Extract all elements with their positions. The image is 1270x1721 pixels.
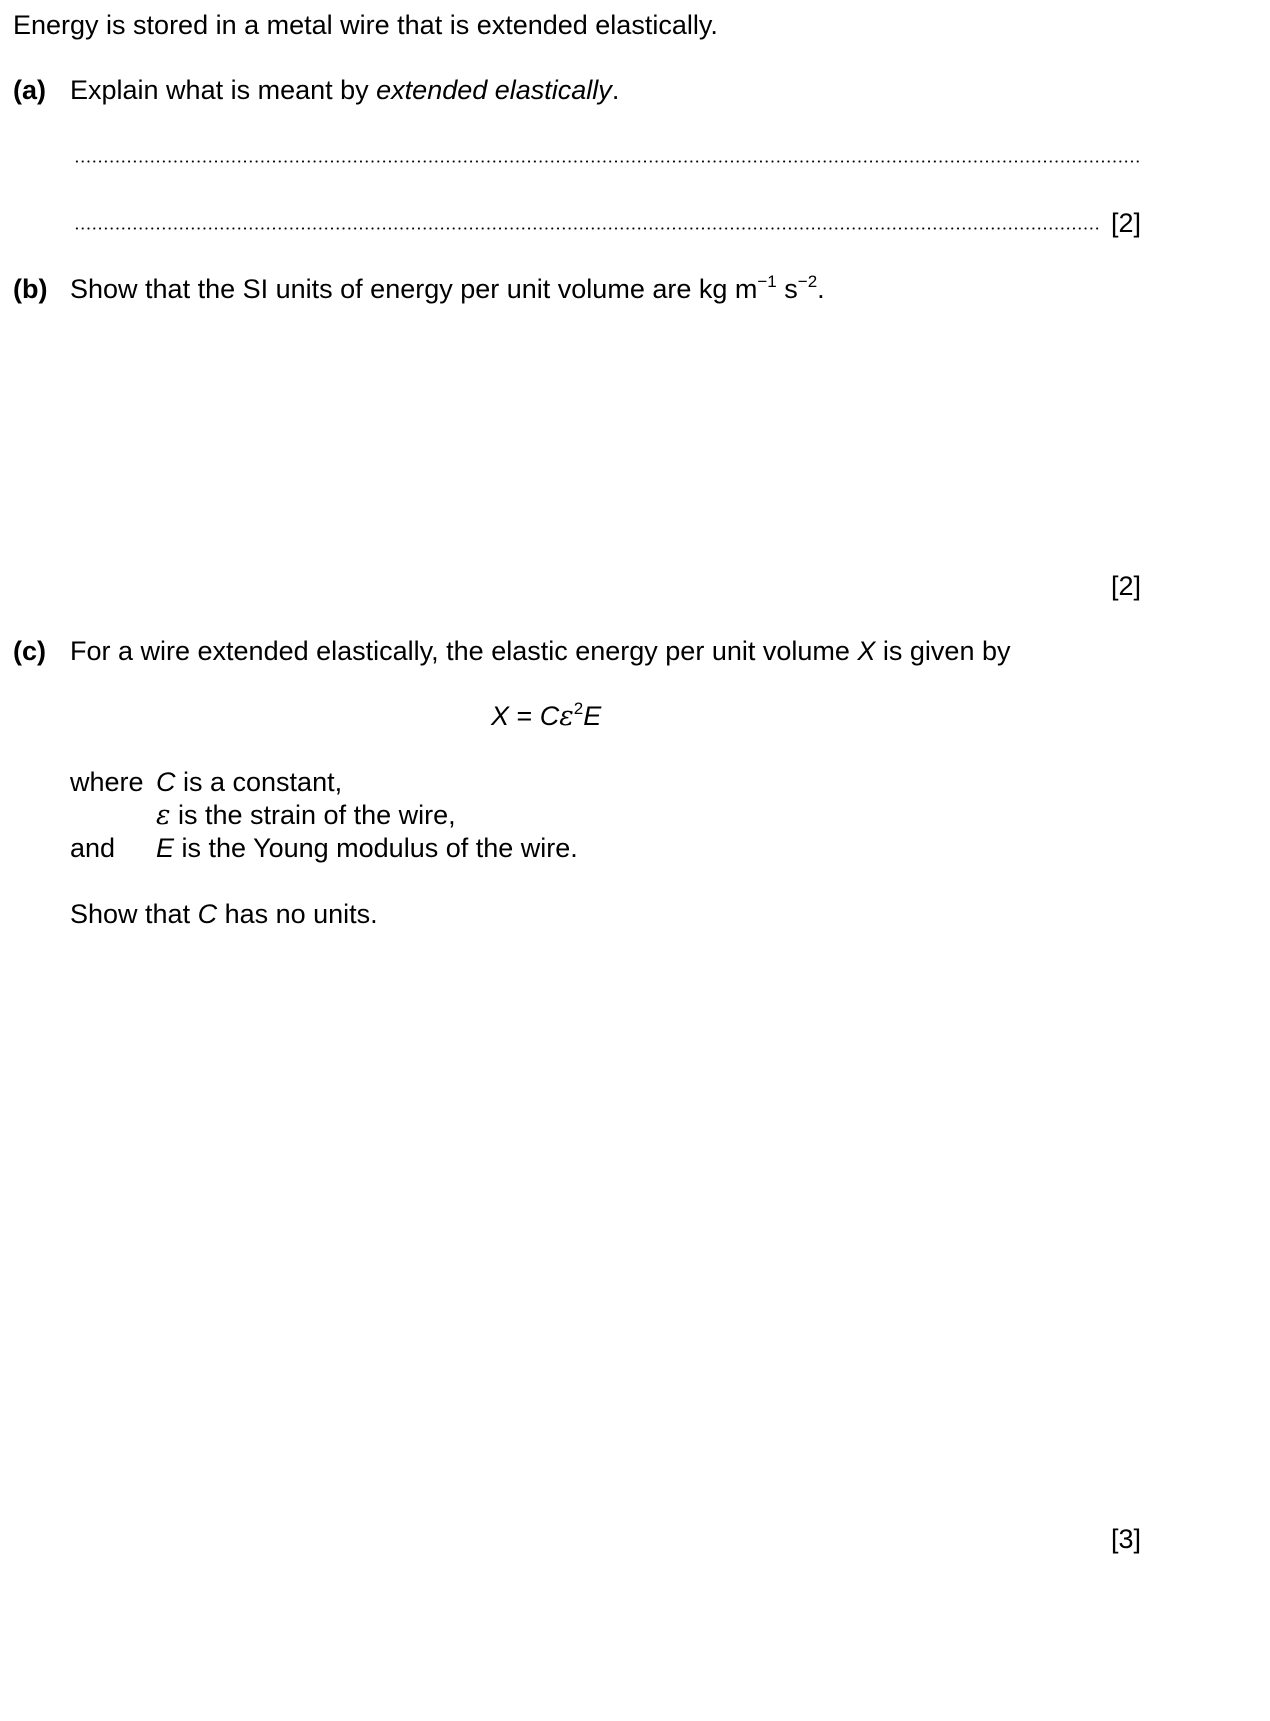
part-a-question-post: . bbox=[611, 75, 620, 105]
part-b-label: (b) bbox=[13, 274, 48, 304]
equation-exponent: 2 bbox=[573, 699, 584, 718]
part-b-exponent-1: −1 bbox=[757, 272, 777, 291]
and-word: and bbox=[70, 833, 116, 863]
equation bbox=[491, 699, 602, 732]
equation-lhs: X bbox=[491, 701, 510, 731]
part-c-question-var: X bbox=[857, 636, 876, 666]
part-b-question bbox=[70, 272, 825, 304]
definition-e-text: is the Young modulus of the wire. bbox=[174, 833, 578, 863]
part-b-s-unit: s bbox=[776, 274, 798, 304]
part-a-marks: [2] bbox=[1111, 208, 1142, 238]
equation-equals: = bbox=[509, 701, 540, 731]
definition-e bbox=[156, 835, 578, 862]
part-b-question-post: . bbox=[817, 274, 825, 304]
equation-epsilon: ε bbox=[559, 701, 574, 732]
show-instruction-var: C bbox=[197, 899, 218, 929]
show-instruction bbox=[70, 901, 378, 928]
where-word: where bbox=[70, 767, 144, 797]
part-a-question-term: extended elastically bbox=[376, 75, 612, 105]
part-b-exponent-2: −2 bbox=[797, 272, 818, 291]
part-a-question bbox=[70, 77, 619, 104]
part-b-marks: [2] bbox=[1111, 571, 1142, 601]
intro-text bbox=[13, 12, 718, 39]
part-c-marks: [3] bbox=[1111, 1524, 1142, 1554]
part-a-label: (a) bbox=[13, 75, 46, 105]
part-c-label: (c) bbox=[13, 636, 46, 666]
answer-area-c[interactable] bbox=[70, 950, 1130, 1510]
answer-line-a1[interactable] bbox=[74, 160, 1140, 163]
equation-c: C bbox=[539, 701, 560, 731]
part-c-question-pre: For a wire extended elastically, the elastic energy per unit volume bbox=[70, 636, 858, 666]
intro-sentence: Energy is stored in a metal wire that is extended elastically. bbox=[13, 10, 718, 40]
part-b-question-pre: Show that the SI units of energy per unit volume are kg m bbox=[70, 274, 758, 304]
show-instruction-post: has no units. bbox=[217, 899, 378, 929]
part-c-question bbox=[70, 638, 1010, 665]
part-c-question-post: is given by bbox=[875, 636, 1011, 666]
definition-epsilon bbox=[156, 802, 456, 829]
definition-epsilon-text: is the strain of the wire, bbox=[170, 800, 456, 830]
definition-c-var: C bbox=[156, 767, 176, 797]
equation-e: E bbox=[583, 701, 602, 731]
part-a-question-pre: Explain what is meant by bbox=[70, 75, 377, 105]
definition-epsilon-var: ε bbox=[156, 800, 171, 831]
definition-c bbox=[156, 769, 342, 796]
answer-line-a2[interactable] bbox=[74, 227, 1100, 230]
definition-c-text: is a constant, bbox=[175, 767, 343, 797]
answer-area-b[interactable] bbox=[70, 320, 1130, 570]
definition-e-var: E bbox=[156, 833, 175, 863]
show-instruction-pre: Show that bbox=[70, 899, 198, 929]
